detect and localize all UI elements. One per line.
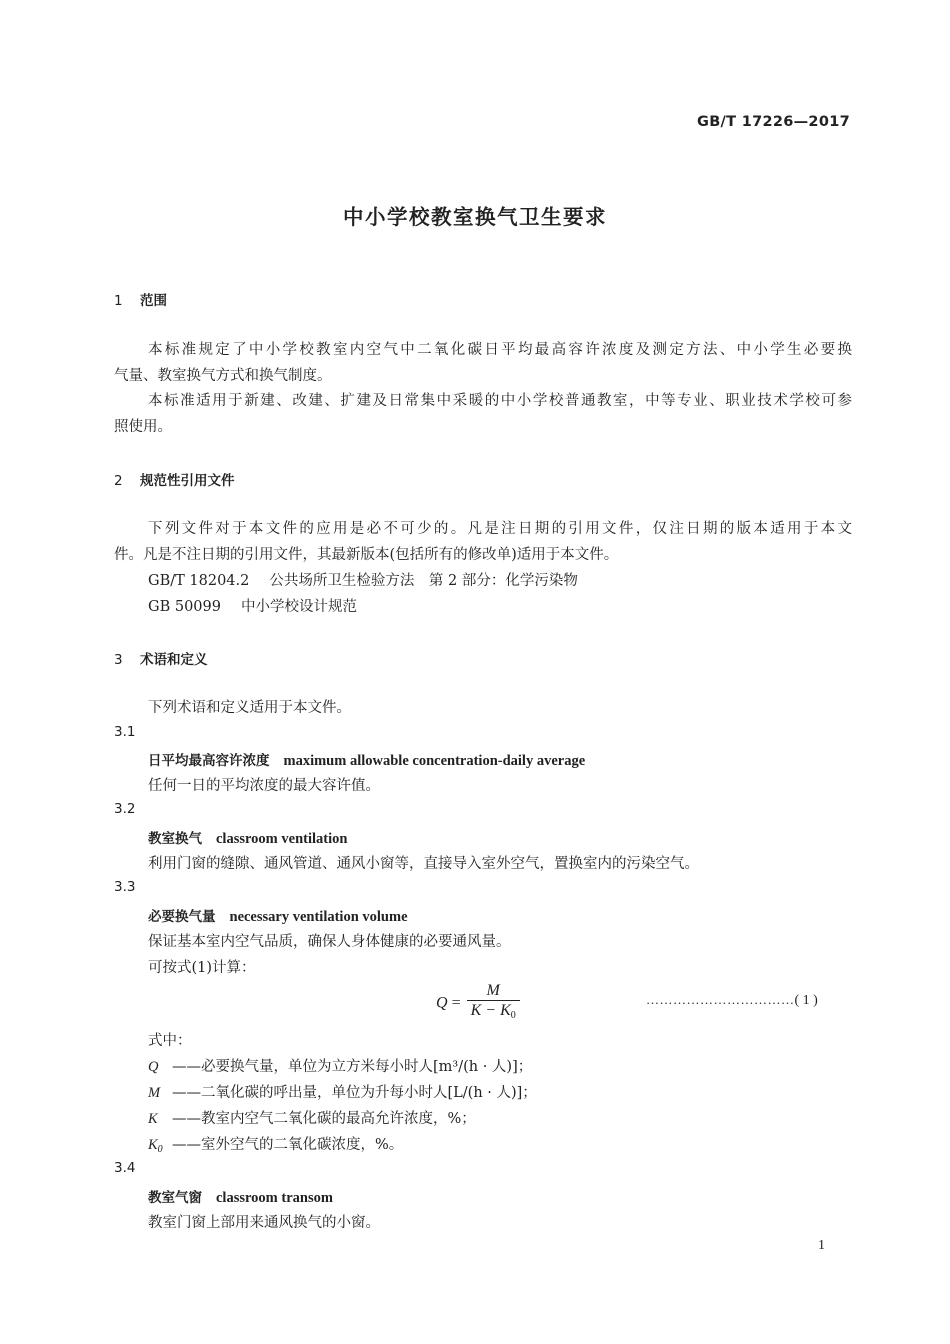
formula-leader: …………………………… <box>646 992 795 1007</box>
variable-desc: ——教室内空气二氧化碳的最高允许浓度，%； <box>172 1111 476 1127</box>
paragraph-line: 本标准适用于新建、改建、扩建及日常集中采暖的中小学校普通教室，中等专业、职业技术学校可参 <box>148 393 852 409</box>
formula <box>436 982 520 1026</box>
term-zh: 教室换气 <box>148 831 202 847</box>
term-heading <box>148 749 585 770</box>
section-1-heading <box>114 289 167 309</box>
term-definition: 教室门窗上部用来通风换气的小窗。 <box>148 1215 380 1231</box>
subclause-number: 3.4 <box>114 1160 136 1176</box>
term-definition: 保证基本室内空气品质，确保人身体健康的必要通风量。 <box>148 934 511 950</box>
section-number: 1 <box>114 293 123 309</box>
section-title: 术语和定义 <box>140 652 208 668</box>
term-zh: 日平均最高容许浓度 <box>148 753 270 769</box>
variable-symbol: Q <box>148 1059 159 1075</box>
variable-item <box>148 1055 532 1076</box>
formula-equals: = <box>451 994 461 1012</box>
subclause-number: 3.1 <box>114 724 136 740</box>
variable-item <box>148 1081 537 1102</box>
term-en: classroom ventilation <box>216 831 348 847</box>
term-heading <box>148 905 408 926</box>
term-definition: 利用门窗的缝隙、通风管道、通风小窗等，直接导入室外空气，置换室内的污染空气。 <box>148 856 699 872</box>
reference-item <box>148 569 578 590</box>
formula-denominator-main: K − K <box>470 1002 511 1019</box>
document-title: 中小学校教室换气卫生要求 <box>343 205 607 229</box>
variable-desc: ——二氧化碳的呼出量，单位为升每小时人[L/(h · 人)]； <box>172 1085 537 1101</box>
variable-symbol: M <box>148 1085 161 1101</box>
reference-code: GB/T 18204.2 <box>148 573 250 589</box>
variable-desc: ——室外空气的二氧化碳浓度，%。 <box>172 1137 404 1153</box>
variable-symbol: K <box>148 1111 158 1127</box>
reference-item <box>148 595 357 616</box>
formula-numerator: M <box>467 982 520 1001</box>
paragraph-line: 照使用。 <box>114 419 172 435</box>
variable-item <box>148 1107 476 1128</box>
formula-number: ( 1 ) <box>794 993 818 1008</box>
term-zh: 必要换气量 <box>148 909 216 925</box>
reference-title: 公共场所卫生检验方法 第 2 部分：化学污染物 <box>269 573 578 589</box>
term-heading <box>148 1186 333 1207</box>
paragraph-line: 下列术语和定义适用于本文件。 <box>148 700 351 716</box>
term-definition: 任何一日的平均浓度的最大容许值。 <box>148 778 380 794</box>
variable-item <box>148 1133 403 1155</box>
where-label: 式中： <box>148 1033 192 1049</box>
section-3-heading <box>114 648 208 668</box>
subclause-number: 3.3 <box>114 879 136 895</box>
variable-symbol-sub: 0 <box>157 1144 163 1155</box>
paragraph-line: 下列文件对于本文件的应用是必不可少的。凡是注日期的引用文件，仅注日期的版本适用于本文 <box>148 521 852 537</box>
formula-lhs: Q <box>436 994 448 1012</box>
reference-code: GB 50099 <box>148 599 221 615</box>
paragraph-line: 本标准规定了中小学校教室内空气中二氧化碳日平均最高容许浓度及测定方法、中小学生必要换 <box>148 342 852 358</box>
formula-denominator-sub: 0 <box>510 1010 516 1021</box>
section-title: 规范性引用文件 <box>140 473 235 489</box>
formula-label <box>646 992 818 1009</box>
formula-fraction <box>467 982 520 1026</box>
section-number: 3 <box>114 652 123 668</box>
standard-number: GB/T 17226—2017 <box>697 114 850 130</box>
paragraph-line: 件。凡是不注日期的引用文件，其最新版本(包括所有的修改单)适用于本文件。 <box>114 547 619 563</box>
variable-symbol <box>148 1137 172 1155</box>
page-number: 1 <box>818 1238 825 1253</box>
formula-note: 可按式(1)计算： <box>148 960 256 976</box>
formula-denominator <box>467 1001 520 1026</box>
term-zh: 教室气窗 <box>148 1190 202 1206</box>
term-en: maximum allowable concentration-daily average <box>283 753 586 769</box>
subclause-number: 3.2 <box>114 801 136 817</box>
section-2-heading <box>114 469 235 489</box>
section-number: 2 <box>114 473 123 489</box>
paragraph-line: 气量、教室换气方式和换气制度。 <box>114 368 332 384</box>
term-en: necessary ventilation volume <box>229 909 408 925</box>
term-en: classroom transom <box>216 1190 333 1206</box>
section-title: 范围 <box>140 293 167 309</box>
term-heading <box>148 827 347 848</box>
variable-desc: ——必要换气量，单位为立方米每小时人[m³/(h · 人)]； <box>172 1059 533 1075</box>
reference-title: 中小学校设计规范 <box>240 599 357 615</box>
variable-symbol-main: K <box>148 1137 158 1153</box>
